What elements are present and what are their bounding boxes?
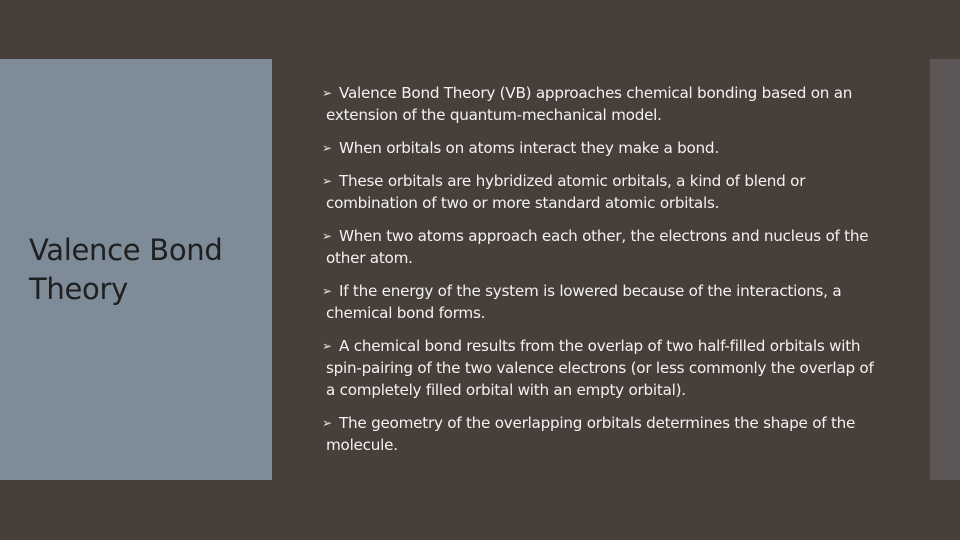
- bullet-item: [314, 225, 886, 269]
- bullet-item: [314, 137, 886, 159]
- bullet-item: [314, 335, 886, 401]
- bullet-text: A chemical bond results from the overlap of two half-filled orbitals with spin-pairing of the two valence electrons (or less commonly the overlap of a completely filled orbital with an empty orbital).: [326, 337, 874, 399]
- arrow-bullet-icon: ➢: [322, 284, 332, 298]
- bullet-item: [314, 170, 886, 214]
- arrow-bullet-icon: ➢: [322, 141, 332, 155]
- arrow-bullet-icon: ➢: [322, 86, 332, 100]
- arrow-bullet-icon: ➢: [322, 416, 332, 430]
- arrow-bullet-icon: ➢: [322, 174, 332, 188]
- bullet-text: Valence Bond Theory (VB) approaches chemical bonding based on an extension of the quantum-mechanical model.: [326, 84, 853, 124]
- arrow-bullet-icon: ➢: [322, 339, 332, 353]
- bullet-text: These orbitals are hybridized atomic orbitals, a kind of blend or combination of two or more standard atomic orbitals.: [326, 172, 806, 212]
- bullet-item: [314, 280, 886, 324]
- slide-title: Valence Bond Theory: [29, 233, 223, 306]
- bullet-text: The geometry of the overlapping orbitals determines the shape of the molecule.: [326, 414, 856, 454]
- bullet-item: [314, 82, 886, 126]
- right-accent-strip: [930, 59, 960, 480]
- arrow-bullet-icon: ➢: [322, 229, 332, 243]
- bullet-text: If the energy of the system is lowered because of the interactions, a chemical bond forms.: [326, 282, 842, 322]
- bullet-item: [314, 412, 886, 456]
- bullet-text: When two atoms approach each other, the electrons and nucleus of the other atom.: [326, 227, 869, 267]
- bullet-list: [314, 82, 886, 467]
- bullet-text: When orbitals on atoms interact they make a bond.: [339, 139, 719, 157]
